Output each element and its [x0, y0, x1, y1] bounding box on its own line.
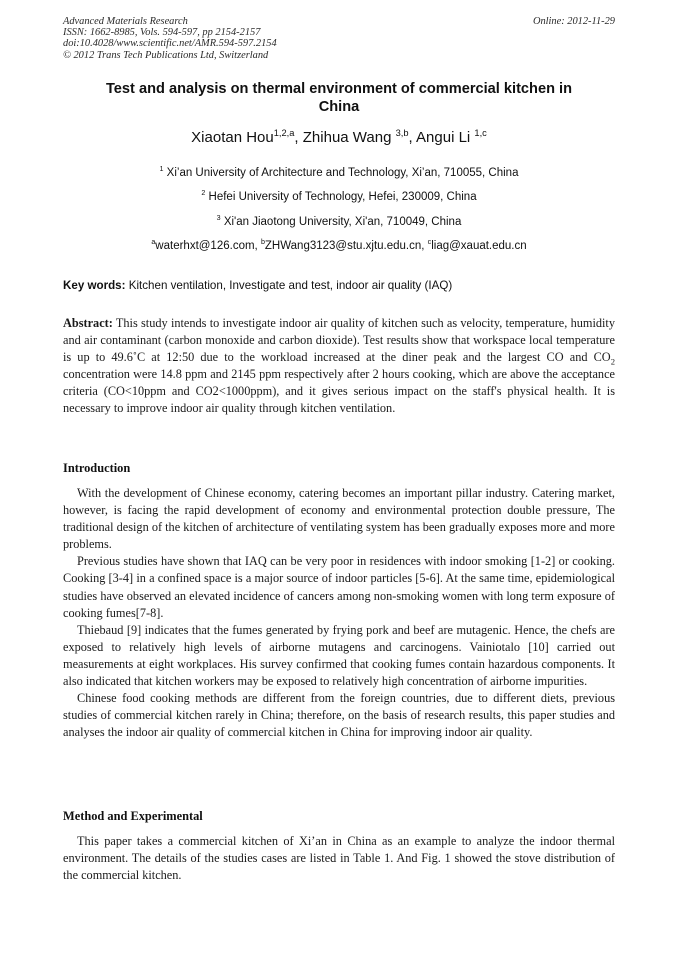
email-b: ZHWang3123@stu.xjtu.edu.cn, [264, 240, 428, 252]
abstract [63, 315, 615, 418]
author-separator: , [294, 129, 303, 146]
intro-paragraph-4: Chinese food cooking methods are different from the foreign countries, due to different diets, previous studies of commercial kitchen rarely in China; therefore, on the basis of research results, this paper studies and analyses the indoor air quality of commercial kitchen in China for improving indoor air quality. [63, 691, 615, 740]
method-paragraph: This paper takes a commercial kitchen of Xi’an in China as an example to analyze the indoor thermal environment. The details of the studies cases are listed in Table 1. And Fig. 1 showed the stove distribution of the commercial kitchen. [63, 834, 615, 883]
affiliation-2 [63, 190, 615, 204]
affiliation-mark: 1 [159, 165, 164, 174]
online-date: Online: 2012-11-29 [532, 16, 615, 27]
abstract-label: Abstract: [63, 316, 113, 330]
title-line-2: China [318, 99, 360, 115]
affiliation-1 [63, 166, 615, 180]
intro-paragraph-2: Previous studies have shown that IAQ can be very poor in residences with indoor smoking [1-2] or cooking. Cooking [3-4] in a confined space is a major source of indoor particles [5-6]. At the same time, epidemiological studies have observed an elevated incidence of cancers among non-smoking women with long term exposure of cooking fumes[7-8]. [63, 554, 615, 620]
intro-paragraph-3: Thiebaud [9] indicates that the fumes generated by frying pork and beef are mutagenic. Hence, the chefs are exposed to relatively high levels of airborne mutagens and carcinogens. Vainiotalo [10] carried out measurements at eight workplaces. His survey confirmed that cooking fumes contain hazardous components. It also indicated that kitchen workers may be exposed to relatively high concentration of airborne impurities. [63, 622, 615, 689]
author-affiliation-mark: 1,c [474, 128, 487, 138]
author-name: Xiaotan Hou [191, 129, 274, 146]
affiliation-mark: 3 [216, 214, 221, 223]
email-a: waterhxt@126.com, [155, 240, 261, 252]
title-line-1: Test and analysis on thermal environment of commercial kitchen in [105, 81, 573, 97]
intro-paragraph-1: With the development of Chinese economy, catering becomes an important pillar industry. Catering market, however, is facing the rapid development of economy and environmental protection double pressure, The traditional design of the kitchen of architecture of ventilating system has been gradually exposes more and more problems. [63, 486, 615, 552]
doi-line: doi:10.4028/www.scientific.net/AMR.594-597.2154 [63, 38, 277, 50]
author-affiliation-mark: 3,b [395, 128, 409, 138]
author-name: Angui Li [416, 129, 475, 146]
introduction-heading: Introduction [63, 461, 131, 475]
method-body [63, 833, 615, 884]
keywords [63, 279, 615, 293]
keywords-text: Kitchen ventilation, Investigate and test, indoor air quality (IAQ) [125, 279, 453, 292]
journal-name: Advanced Materials Research [63, 16, 188, 27]
method-heading: Method and Experimental [63, 809, 203, 823]
paper-title [63, 80, 615, 116]
abstract-text-part-2: concentration were 14.8 ppm and 2145 ppm respectively after 2 hours cooking, which are above the acceptance criteria (CO<10ppm and CO2<1000ppm), and it gives serious impact on the staff's physical health. It is necessary to improve indoor air quality through kitchen ventilation. [63, 367, 615, 416]
copyright-line: © 2012 Trans Tech Publications Ltd, Switzerland [63, 49, 269, 61]
author-affiliation-mark: 1,2,a [273, 128, 295, 138]
introduction-body [63, 485, 615, 741]
email-mark: b [260, 238, 265, 247]
affiliation-text: Hefei University of Technology, Hefei, 230009, China [205, 191, 477, 203]
affiliation-mark: 2 [201, 189, 206, 198]
author-emails [63, 239, 615, 253]
issn-line: ISSN: 1662-8985, Vols. 594-597, pp 2154-2157 [63, 27, 261, 39]
email-mark: a [151, 238, 156, 247]
email-mark: c [427, 238, 432, 247]
affiliation-text: Xi’an University of Architecture and Technology, Xi’an, 710055, China [163, 167, 519, 179]
affiliation-3 [63, 215, 615, 229]
journal-header [63, 16, 615, 61]
email-c: liag@xauat.edu.cn [431, 240, 527, 252]
co2-subscript: 2 [610, 356, 615, 367]
affiliation-text: Xi'an Jiaotong University, Xi'an, 710049, China [220, 216, 462, 228]
author-separator: , [408, 129, 417, 146]
abstract-text-part-1: This study intends to investigate indoor air quality of kitchen such as velocity, temperature, humidity and air contaminant (carbon monoxide and carbon dioxide). Test results show that workspace local temperature is up to 49.6˚C at 12:50 due to the workload increased at the diner peak and the largest CO and CO [63, 316, 615, 365]
abstract-paragraph [63, 315, 615, 418]
keywords-label: Key words: [63, 279, 126, 292]
author-list [63, 128, 615, 148]
author-name: Zhihua Wang [302, 129, 396, 146]
